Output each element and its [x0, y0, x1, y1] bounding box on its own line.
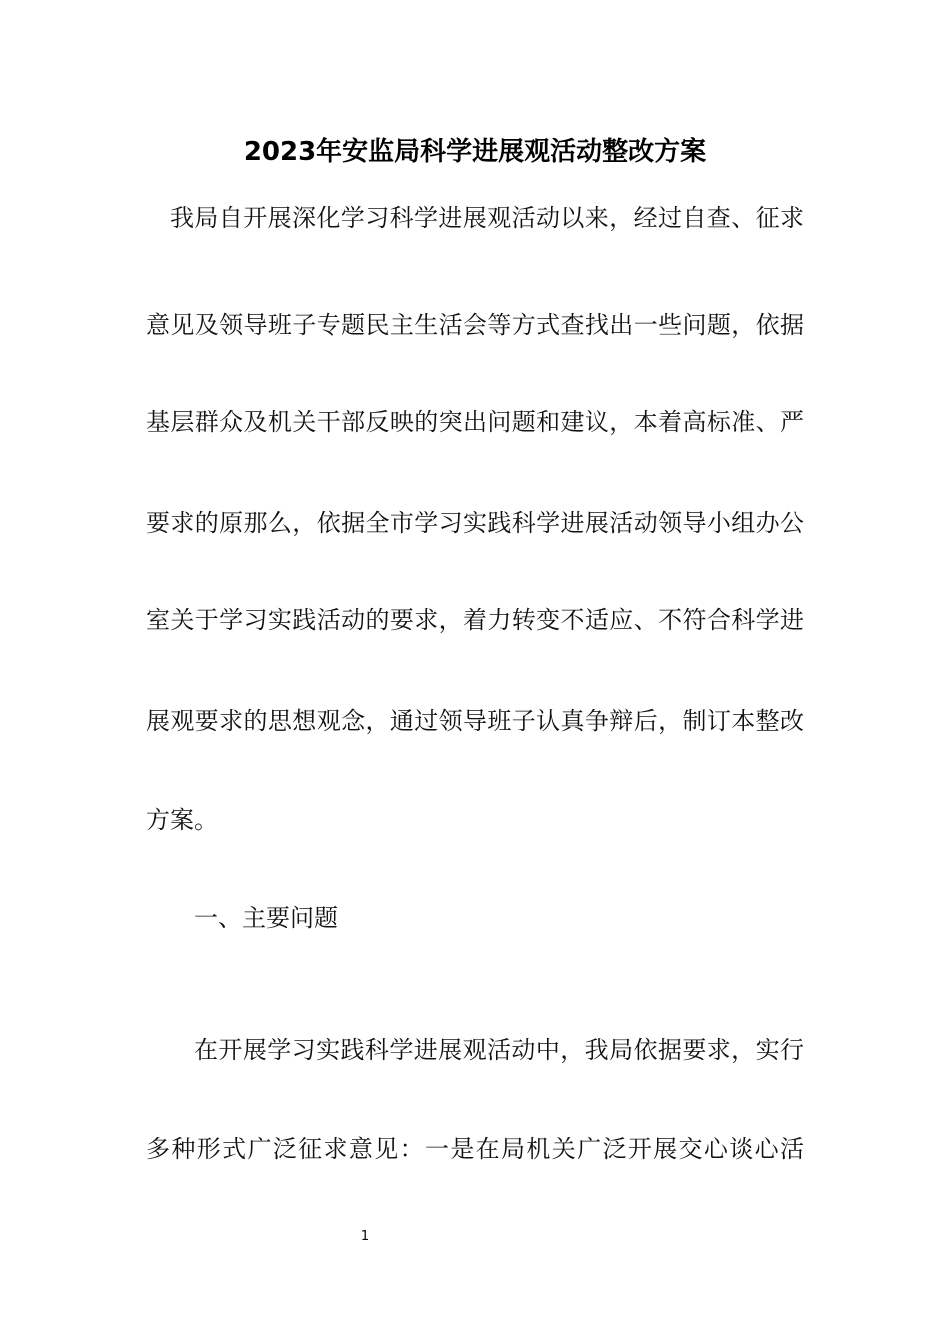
page-number: 1 — [360, 1229, 370, 1244]
paragraph-line: 多种形式广泛征求意见：一是在局机关广泛开展交心谈心活 — [146, 1135, 804, 1163]
paragraph-line: 在开展学习实践科学进展观活动中，我局依据要求，实行 — [194, 1036, 804, 1064]
paragraph-line: 方案。 — [146, 806, 218, 834]
document-title: 2023年安监局科学进展观活动整改方案 — [243, 137, 707, 167]
paragraph-line: 我局自开展深化学习科学进展观活动以来，经过自查、征求 — [170, 204, 804, 232]
paragraph-line: 室关于学习实践活动的要求，着力转变不适应、不符合科学进 — [146, 606, 804, 634]
paragraph-line: 要求的原那么，依据全市学习实践科学进展活动领导小组办公 — [146, 509, 804, 537]
paragraph-line: 展观要求的思想观念，通过领导班子认真争辩后，制订本整改 — [146, 707, 804, 735]
paragraph-line: 意见及领导班子专题民主生活会等方式查找出一些问题，依据 — [146, 311, 804, 339]
paragraph-line: 基层群众及机关干部反映的突出问题和建议，本着高标准、严 — [146, 408, 804, 436]
section-heading: 一、主要问题 — [194, 904, 338, 932]
